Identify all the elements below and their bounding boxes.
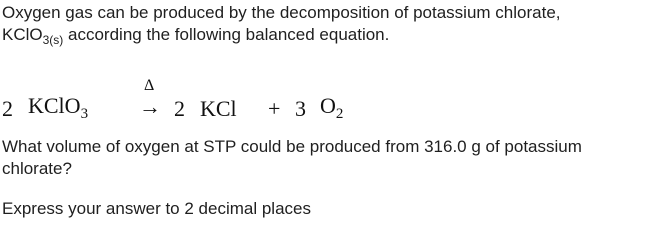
reactant-subscript: 3 [80,106,89,122]
reactant-formula [28,93,88,122]
heat-delta-symbol: Δ [144,77,155,94]
reaction-arrow-icon: → [139,94,161,119]
answer-instructions: Express your answer to 2 decimal places [2,199,311,218]
question-line-2: chlorate? [2,159,72,178]
product2-coefficient: 3 [295,96,306,121]
question-page [2,0,647,224]
reaction-arrow-with-heat [139,78,163,122]
intro-line-2 [2,24,561,47]
product2-subscript: 2 [335,106,344,122]
product2-formula [320,93,343,122]
reactant-coefficient: 2 [2,96,13,121]
formula-kclo3: KClO [2,25,43,44]
product1-coefficient: 2 [174,96,185,121]
product2-formula-text: O [320,93,336,118]
intro-line-1: Oxygen gas can be produced by the decomposition of potassium chlorate, [2,3,561,22]
intro-paragraph [2,2,561,47]
formula-kclo3-subscript: 3(s) [42,33,64,47]
question-paragraph [2,136,582,180]
plus-sign: + [268,96,281,121]
intro-line-2-text: according the following balanced equation. [63,25,390,44]
question-line-1: What volume of oxygen at STP could be produced from 316.0 g of potassium [2,137,582,156]
product1-formula: KCl [200,96,237,121]
reactant-formula-text: KClO [28,93,81,118]
